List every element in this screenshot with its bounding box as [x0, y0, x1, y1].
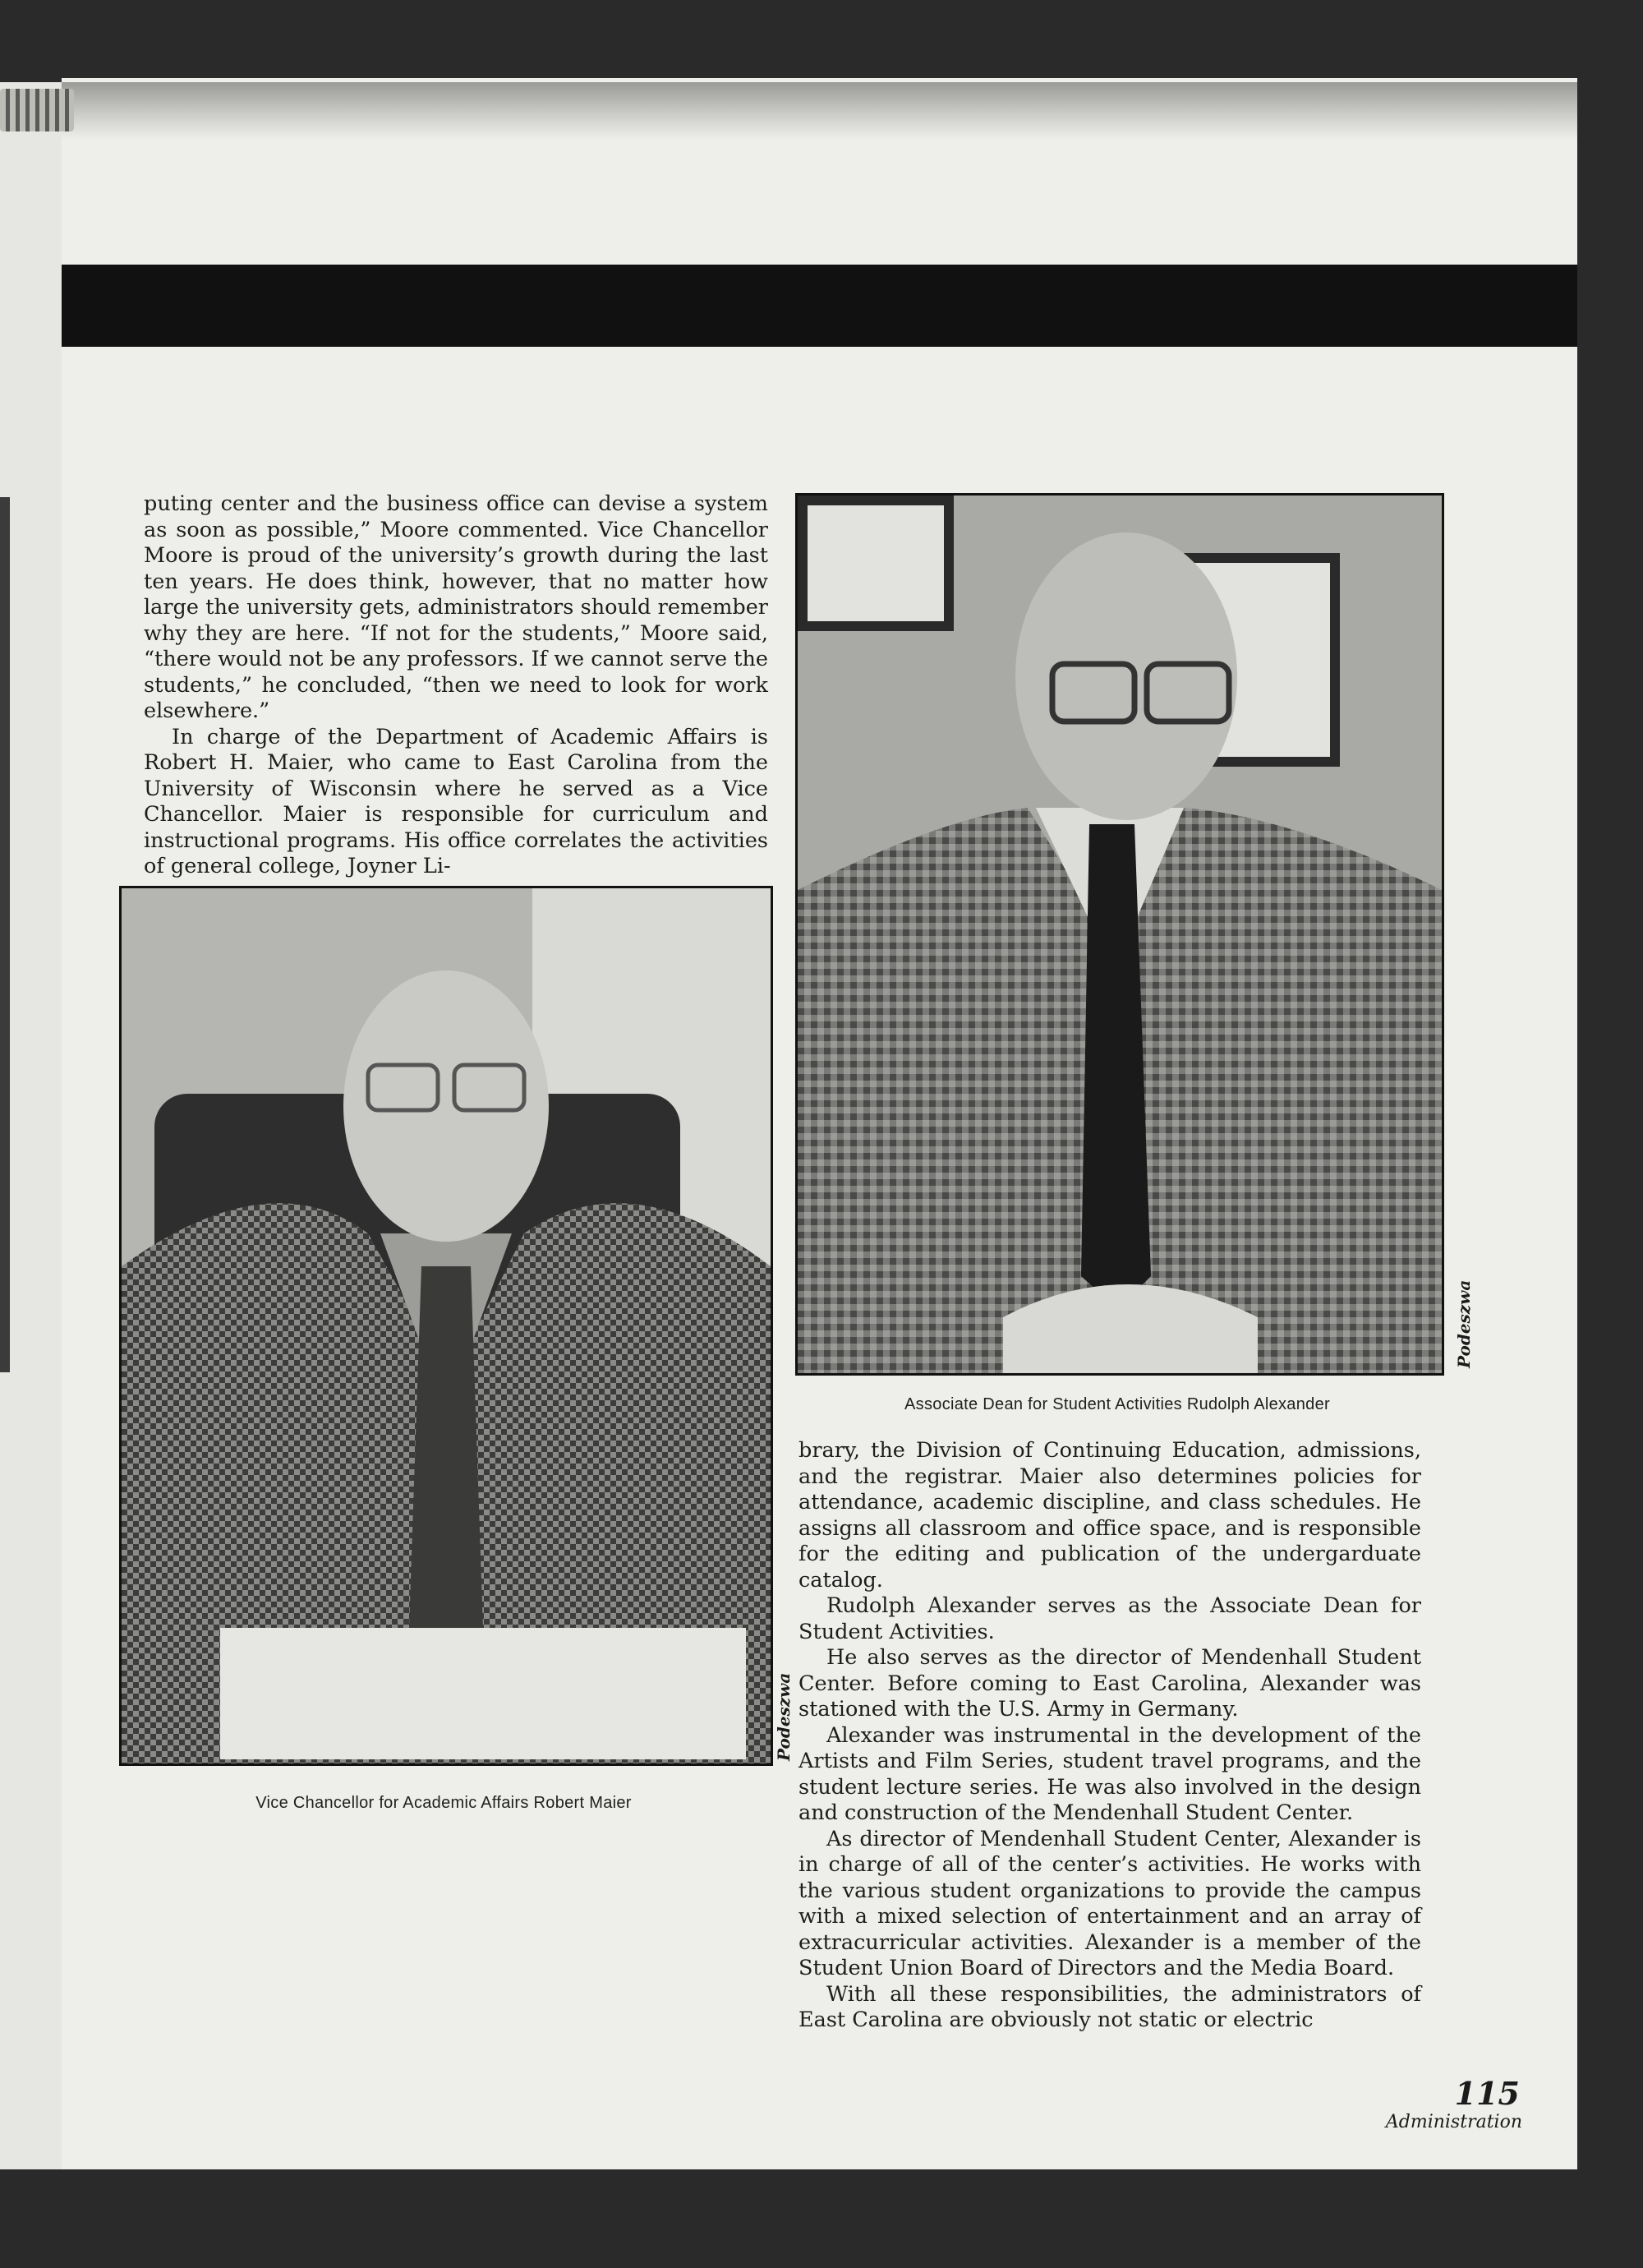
- paragraph: In charge of the Department of Academic Affairs is Robert H. Maier, who came to East Carolina from the University of Wisconsin where he served as a Vice Chancellor. Maier is responsible for curriculum and instructional programs. His office correlates the activities of general college, Joyner Li-: [144, 724, 768, 878]
- photo-robert-maier: [119, 886, 773, 1766]
- photo-credit-alexander: Podeszwa: [1454, 1279, 1474, 1368]
- paragraph: brary, the Division of Continuing Education, admissions, and the registrar. Maier also determines policies for attendance, academic discipline, and class schedules. He assigns all classroom and office space, and is responsible for the editing and publication of the undergarduate catalog.: [798, 1438, 1421, 1593]
- photo-rudolph-alexander: [795, 493, 1444, 1376]
- right-column-text: [798, 1438, 1421, 2034]
- paragraph: puting center and the business office can devise a system as soon as possible,” Moore commented. Vice Chancellor Moore is proud of the university’s growth during the last ten years. He does think, however, that no matter how large the university gets, administrators should remember why they are here. “If not for the students,” Moore said, “there would not be any professors. If we cannot serve the students,” he concluded, “then we need to look for work elsewhere.”: [144, 491, 768, 723]
- left-column-text: [144, 491, 768, 880]
- paragraph: Alexander was instrumental in the development of the Artists and Film Series, student travel programs, and the student lecture series. He was also involved in the design and construction of the Mendenhall Student Center.: [798, 1722, 1421, 1825]
- header-black-band: [62, 265, 1577, 347]
- photo-credit-maier: Podeszwa: [774, 1672, 794, 1761]
- paragraph: With all these responsibilities, the administrators of East Carolina are obviously not static or electric: [798, 1981, 1421, 2032]
- section-label: Administration: [1385, 2112, 1522, 2132]
- paragraph: As director of Mendenhall Student Center, Alexander is in charge of all of the center’s activities. He works with the various student organizations to provide the campus with a mixed selection of entertainment and an array of extracurricular activities. Alexander is a member of the Student Union Board of Directors and the Media Board.: [798, 1826, 1421, 1980]
- page-number: 115: [1454, 2075, 1520, 2112]
- binding-stitch: [0, 89, 74, 131]
- paragraph: Rudolph Alexander serves as the Associate Dean for Student Activities.: [798, 1593, 1421, 1644]
- caption-maier: Vice Chancellor for Academic Affairs Robert Maier: [255, 1794, 632, 1812]
- page-top-shadow: [62, 82, 1577, 140]
- facing-page-photo-edge: [0, 497, 10, 1372]
- caption-alexander: Associate Dean for Student Activities Rudolph Alexander: [904, 1395, 1330, 1413]
- paragraph: He also serves as the director of Mendenhall Student Center. Before coming to East Carolina, Alexander was stationed with the U.S. Army in Germany.: [798, 1645, 1421, 1722]
